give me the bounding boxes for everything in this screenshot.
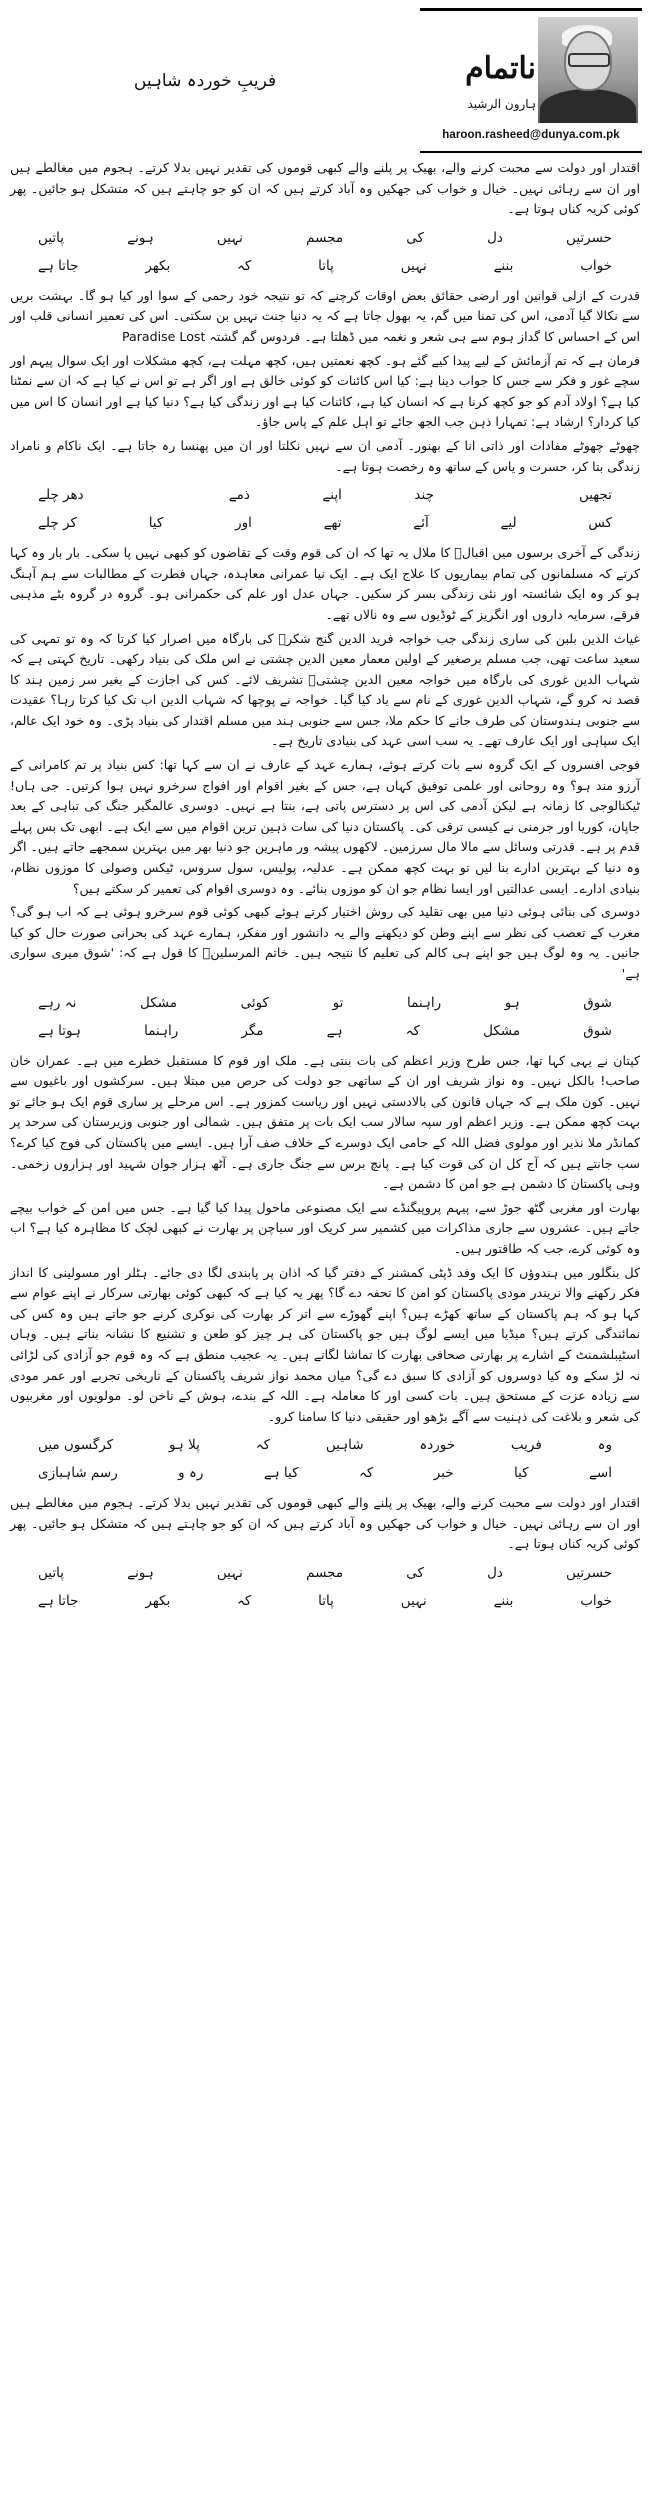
- article-body: [10, 158, 640, 1621]
- paragraph: بھارت اور مغربی گٹھ جوڑ سے، پیہم پروپیگنڈے سے ایک مصنوعی ماحول پیدا کیا گیا ہے۔ جس میں امن کے خواب بیچے جاتے ہیں۔ عشروں سے جاری مذاکرات میں کشمیر سر کریک اور سیاچن پر بھارت نے کبھی لچک کا مظاہرہ کیا ہے؟ اب وہ کوئی کرے، جب کہ طاقتور ہیں۔: [10, 1199, 640, 1256]
- verse-line: وہ فریب خوردہ شاہیں کہ پلا ہو کرگسوں میں: [38, 1437, 612, 1454]
- paragraph: فرمان ہے کہ تم آزمائش کے لیے پیدا کیے گئے ہو۔ کچھ نعمتیں ہیں، کچھ مہلت ہے، کچھ مشکلات اور ایک سوال پیہم اور سچے غور و فکر سے جس کا جواب دینا ہے: کیا اس کائنات کو کوئی خالق ہے اور اگر ہے تو اس نے کیا ہے کہ ان سے نمٹنا کیا ہے؟ اولاد آدم کو جو کچھ کرنا ہے کہ انسان کیا ہے، کائنات کیا ہے اور زندگی کیا ہے؟ دنیا کیا ہے اور انسان کا اس میں کیا کردار؟ ارشاد ہے: تمہارا ذہن جب الجھ جائے تو اہل علم کے پاس جاؤ۔: [10, 352, 640, 430]
- paragraph: اقتدار اور دولت سے محبت کرنے والے، بھیک پر پلنے والے کبھی قوموں کی تقدیر نہیں بدلا کرتے۔ ہجوم میں مغالطے ہیں اور ان سے رہائی نہیں۔ خیال و خواب کی جھکیں وہ آباد کرتے ہیں کہ ان کو جو چاہتے ہیں کہ متشکل ہو جائیں۔ پھر کوئی کریہ کناں ہوتا ہے۔: [10, 160, 640, 217]
- verse-line: خواب بننے نہیں پاتا کہ بکھر جاتا ہے: [38, 1593, 612, 1610]
- author-photo: [538, 17, 638, 123]
- author-email[interactable]: haroon.rasheed@dunya.com.pk: [442, 129, 620, 141]
- paragraph: زندگی کے آخری برسوں میں اقبالؔ کا ملال یہ تھا کہ ان کی قوم وقت کے تقاضوں کو کبھی نہیں پا سکی۔ بار بار وہ کہا کرتے کہ مسلمانوں کی تمام بیماریوں کا علاج ایک ہے۔ ایک نیا عمرانی معاہدہ، جہاں فطرت کے مطالبات سے ہم آہنگ ہو کر وہ ایک شائستہ اور نئی زندگی بسر کر سکیں۔ جہاں عدل اور علم کی حکمرانی ہو۔ گروہ در گروہ بٹے مذہبی فرقے، سرمایہ داروں اور انگریز کے ٹوڈیوں سے وہ نالاں تھے۔: [10, 545, 640, 622]
- column-name: ناتمام: [465, 51, 536, 86]
- paragraph: کپتان نے یہی کہا تھا، جس طرح وزیر اعظم کی بات بنتی ہے۔ ملک اور قوم کا مستقبل خطرے میں ہے۔ عمران خان صاحب! بالکل نہیں۔ وہ نواز شریف اور ان کے ساتھی جو دولت کی حرص میں مبتلا ہیں۔ سرکشوں اور باغیوں سے نہیں۔ کون ملک ہے کہ جہاں قانون کی بالادستی نہیں اور ریاست کمزور ہے۔ اس مرحلے پر ساری قوم ایک ہو جائے تو بہت کچھ ممکن ہے۔ وزیر اعظم اور سپہ سالار سب ایک بات پر متفق ہیں۔ شمالی اور جنوبی وزیرستان کی سرحد پر کمانڈر ملا نذیر اور مولوی فضل اللہ کے حامی ایک دوسرے کے خلاف صف آرا ہیں۔ ایسے میں پاکستان کی فوج کیا کرے؟ سب جانتے ہیں کہ آج کل ان کی قوت کیا ہے۔ پانچ برس سے جنگ جاری ہے۔ آٹھ ہزار جوان شہید اور ہزاروں زخمی۔ وہی پاکستان کا دشمن ہے جو امن کا دشمن ہے۔: [10, 1052, 640, 1192]
- verse-couplet: [10, 1431, 640, 1487]
- verse-line: حسرتیں دل کی مجسم نہیں ہونے پاتیں: [38, 229, 612, 246]
- paragraph: چھوٹے چھوٹے مفادات اور ذاتی انا کے بھنور۔ آدمی ان سے نہیں نکلتا اور ان میں پھنسا رہ جاتا ہے۔ ایک ناکام و نامراد زندگی بتا کر، حسرت و یاس کے ساتھ وہ رخصت ہوتا ہے۔: [10, 437, 640, 474]
- verse-line: تجھیں چند اپنے ذمے دھر چلے: [38, 487, 612, 504]
- author-name: ہارون الرشید: [467, 97, 536, 111]
- verse-couplet: [10, 481, 640, 537]
- paragraph: دوسری کی بنائی ہوئی دنیا میں بھی تقلید کی روش اختیار کرتے ہوئے کبھی کوئی قوم سرخرو ہوئی ہے کہ اب ہو گی؟ مغرب کے تعصب کی نظر سے اپنے وطن کو دیکھنے والے یہ دانشور اور مفکر، ہمارے عہد کی بحرانی صورت حال کو کیا جانیں۔ یہ وہ لوگ ہیں جو اپنے ہی کالم کی تعلیم کا نتیجہ ہیں۔ خاتم المرسلینؐ کا قول ہے کہ: 'شوق میری سواری ہے': [10, 904, 640, 981]
- paragraph: کل بنگلور میں ہندوؤں کا ایک وفد ڈپٹی کمشنر کے دفتر گیا کہ اذان پر پابندی لگا دی جائے۔ ہٹلر اور مسولینی کا انداز فکر رکھنے والا نریندر مودی پاکستان کو امن کا تحفہ دے گا؟ پھر یہ کیا ہے کہ کبھی کوئی بھارتی سرکار نے اپنے عوام سے کہا ہو کہ ہم پاکستان کے ساتھ کھڑے ہیں؟ اپنے گھوڑے سے اتر کر بھارت کی نوکری کرنے جو جاتے ہیں وہ کس کی نمائندگی کرتے ہیں؟ میڈیا میں ایسے لوگ ہیں جو پاکستان کی ہر چیز کو طعن و تشنیع کا نشانہ بناتے ہیں۔ وہاں اسٹیبلشمنٹ کے اشارے پر بھارتی صحافی بھارت کا تماشا لگاتے ہیں۔ یہ عجیب منطق ہے کہ وہ قوم جو آزادی کی لڑائی نہ لڑ سکے وہ کیا دوسروں کو آزادی کا سبق دے گی؟ میاں محمد نواز شریف پاکستان کے تاریخی تجربے اور عمر مودی سے زیادہ عزت کے مستحق ہیں۔ بات کسی اور کا معاملہ ہے۔ اللہ کے بندے، ہوش کے ناخن لو۔ مولویوں اور مغربیوں کی شعر و بلاغت کی ذہنیت سے آگے بڑھو اور حقیقی دنیا کا سامنا کرو۔: [10, 1264, 640, 1424]
- verse-line: حسرتیں دل کی مجسم نہیں ہونے پاتیں: [38, 1565, 612, 1582]
- paragraph: قدرت کے ازلی قوانین اور ارضی حقائق بعض اوقات کرچنے کہ تو نتیجہ خود رحمی کے سوا اور کیا ہو گا۔ بہشت بریں سے نکالا گیا آدمی، اس کی تمنا میں گم، یہ بھول جاتا ہے کہ یہ دنیا جنت نہیں بن سکتی۔ اس کی تعمیر انسانی قلب اور اس کے احساس کا گداز ہوم سے ہی شعر و نغمہ میں ڈھلتا ہے۔ فردوس گم گشتہ Paradise Lost: [10, 287, 640, 344]
- verse-line: شوق مشکل کہ ہے مگر راہنما ہوتا ہے: [38, 1022, 612, 1039]
- closing-paragraph: اقتدار اور دولت سے محبت کرنے والے، بھیک پر پلنے والے کبھی قوموں کی تقدیر نہیں بدلا کرتے۔ ہجوم میں مغالطے ہیں اور ان سے رہائی نہیں۔ خیال و خواب کی جھکیں وہ آباد کرتے ہیں کہ ان کو جو چاہتے ہیں کہ متشکل ہو جائیں۔ پھر کوئی کریہ کناں ہوتا ہے۔: [10, 1495, 640, 1552]
- verse-couplet: [10, 1559, 640, 1615]
- verse-line: کس لیے آئے تھے اور کیا کر چلے: [38, 515, 612, 532]
- verse-couplet: [10, 224, 640, 280]
- paragraph: غیاث الدین بلبن کی ساری زندگی جب خواجہ فرید الدین گنج شکرؒ کی بارگاہ میں اصرار کیا کرتا کہ وہ تو تمہی کی سعید ساعت تھی، جب مسلم برصغیر کے اولین معمار معین الدین چشتی نے اس ملک کی بنیاد رکھی۔ تاریخ کہتی ہے کہ شہاب الدین غوری کی بارگاہ میں خواجہ معین الدین چشتیؒ تشریف لائے۔ کس کی اجازت کے بغیر سر زمین ہند کا قصد نہ کرو گے، شہاب الدین غوری کے نام سے یاد کیا گیا۔ خواجہ نے پوچھا کہ شہاب الدین اب تک کیا کرتا رہا؟ عقیدت سے جنوبی ہندوستان کی طرف جانے کا حکم ملا، جس سے جنوبی ہند میں مسلم اقتدار کی بنیاد پڑی۔ وہ خود ایک عالم، ایک سپاہی اور ایک عارف تھے۔ یہ سب اسی عہد کی بنیادی تاریخ ہے۔: [10, 630, 640, 749]
- article-headline: فریبِ خوردہ شاہیں: [133, 71, 277, 91]
- verse-line: خواب بننے نہیں پاتا کہ بکھر جاتا ہے: [38, 257, 612, 274]
- verse-line: اسے کیا خبر کہ کیا ہے رہ و رسم شاہبازی: [38, 1465, 612, 1482]
- paragraph: فوجی افسروں کے ایک گروہ سے بات کرتے ہوئے، ہمارے عہد کے عارف نے ان سے کہا تھا: کس بنیاد پر تم کامرانی کے آرزو مند ہو؟ وہ روحانی اور علمی توفیق کہاں ہے، جس کے بغیر اقوام اور افواج سرخرو نہیں ہوا کرتیں۔ جی ہاں! ٹیکنالوجی کا زمانہ ہے لیکن آدمی کی اس پر دسترس پاتی ہے، بنتا ہے نہیں۔ دوسری عالمگیر جنگ کی تباہی کے بعد جاپان، کوریا اور جرمنی نے کیسی ترقی کی۔ پاکستان دنیا کی سات ذہین ترین اقوام میں سے ایک ہے۔ ابھی تک بس پہلے قدم پر ہے۔ قدرتی وسائل سے مالا مال سرزمین۔ لاکھوں پیشہ ور ماہرین جو دنیا بھر میں بہترین سمجھے جاتے ہیں۔ اگر وہ دنیا کے بہترین ادارے بنا لیں تو بہت کچھ ممکن ہے۔ عدلیہ، پولیس، سول سروس، ٹیکس وصولی کا موزوں نظام، بنیادی ادارے۔ ایسی عدالتیں اور ایسا نظام جو ان کو موزوں بنائے۔ وہ دوسری اقوام کی تعمیر کر سکتے ہیں؟: [10, 757, 640, 896]
- verse-line: شوق ہو راہنما تو کوئی مشکل نہ رہے: [38, 994, 612, 1011]
- verse-couplet: [10, 989, 640, 1045]
- column-masthead: [420, 8, 642, 153]
